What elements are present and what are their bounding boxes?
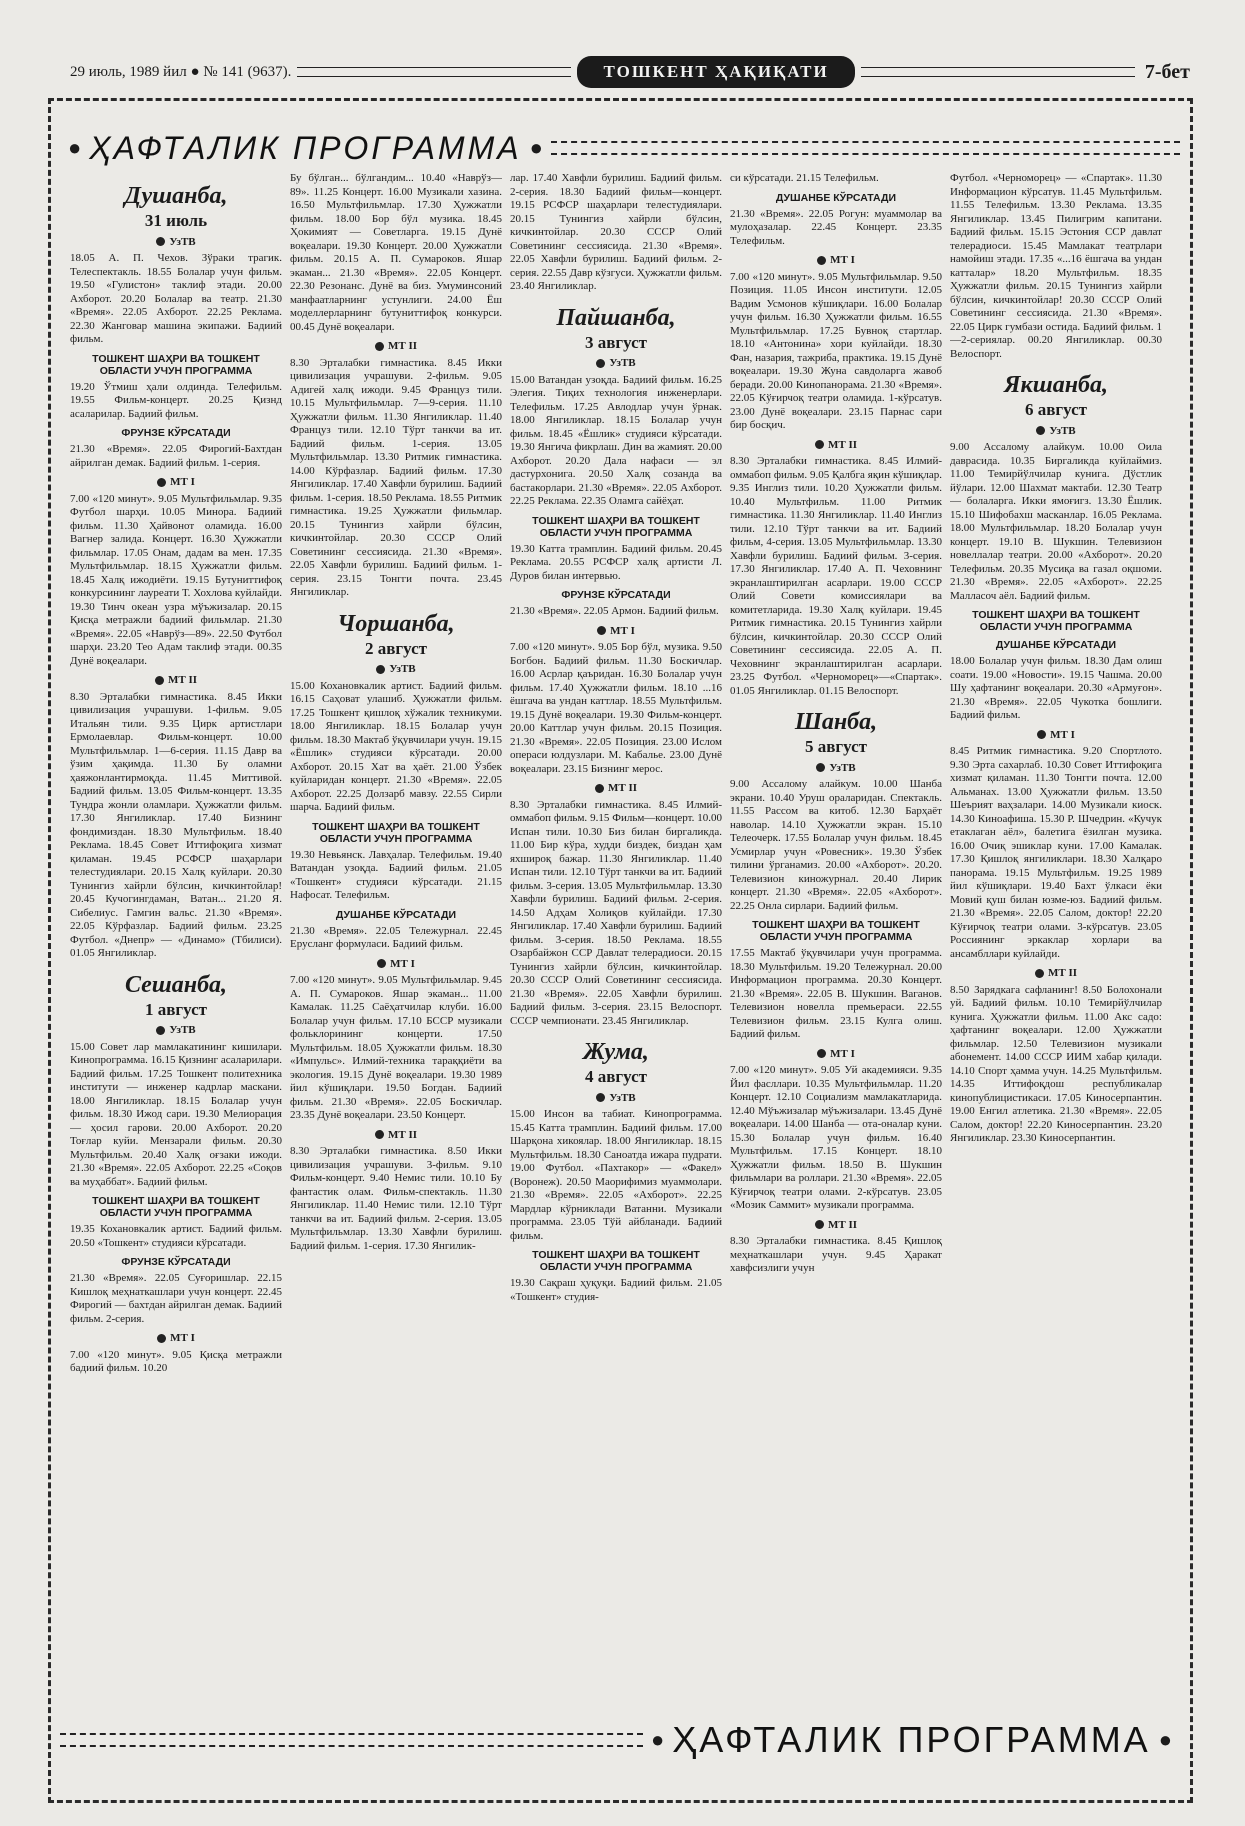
- tv-icon: [157, 1334, 166, 1343]
- schedule-text: 8.30 Эрталабки гимнастика. 8.45 Илмий-оммабоп фильм. 9.05 Қалбга яқин кўшиқлар. 9.35 Инглиз тили. 10.20 Ҳужжатли фильм. 10.40 Мультфильм. 11.00 Ритмик гимнастика. 11.30 Янгиликлар. 11.40 Инглиз тили. 12.10 Тўрт танкчи ва ит. Бадиий фильм, 4-серия. 13.05 Мультфильмлар. 13.30 Хавфли бурилиш. Бадиий фильм. 3-серия. 17.30 Янгиликлар. 17.40 А. П. Чеховнинг экранлаштирилган асарлари. 19.00 СССР Олий Совети комиссиялари ва комитетларида. 19.30 Халқ куйлари. 19.45 Ритмик гимнастика. 20.15 Тунингиз хайрли бўлсин, кичкинтойлар. 20.30 СССР Олий Советининг сессиясида. 22.05 А. П. Чеховнинг экранлаштирилган асарлари. 23.25 Футбол. «Черноморец»—«Спартак». 01.05 Янгиликлар. 01.15 Велоспорт.: [730, 455, 942, 697]
- masthead: [70, 52, 1190, 92]
- schedule-text: 7.00 «120 минут». 9.05 Мультфильмлар. 9.35 Футбол шарҳи. 10.05 Минора. Бадиий фильм. 11.30 Ҳайвонот оламида. 16.00 Вагнер залида. Концерт. 16.30 Ҳужжатли фильмлар. 17.05 Онам, дадам ва мен. 17.35 Мультфильмлар. 18.15 Ҳужжатли фильм. 18.45 Халқ ижодиёти. 19.15 Бутуниттифоқ конкурсининг лауреати Т. Хохлова куйлайди. 19.30 Тинч океан узра мўъжизалар. 20.15 Қисқа метражли бадиий фильмлар. 21.30 «Время». 22.05 «Наврўз—89». 22.50 Футбол шарҳи. 23.20 Тео Адам таклиф этади. 00.35 Дунё воқеалари.: [70, 492, 282, 667]
- tv-icon: [817, 1049, 826, 1058]
- channel-label: МТ II: [730, 439, 942, 453]
- masthead-rule-left: [297, 67, 571, 77]
- section-heading: ТОШКЕНТ ШАҲРИ ВА ТОШКЕНТ ОБЛАСТИ УЧУН ПРОГРАММА: [532, 514, 700, 539]
- column-1: [70, 172, 282, 1717]
- schedule-text: 21.30 «Время». 22.05 Суғоришлар. 22.15 Кишлоқ меҳнаткашлари учун концерт. 22.45 Фирогий — бахтдан айрилган демак. Бадиий фильм. 2-серия.: [70, 1272, 282, 1325]
- tv-icon: [1037, 730, 1046, 739]
- channel-label: МТ I: [70, 1332, 282, 1346]
- section-heading: ТОШКЕНТ ШАҲРИ ВА ТОШКЕНТ ОБЛАСТИ УЧУН ПРОГРАММА: [972, 609, 1140, 633]
- schedule-text: 18.00 Болалар учун фильм. 18.30 Дам олиш соати. 19.00 «Новости». 19.15 Чашма. 20.00 Шу ҳафтанинг воқеалари. 20.30 «Армуғон». 21.30 «Время». 22.05 Чукотка бошлиги. Бадиий фильм.: [950, 655, 1162, 721]
- schedule-text: 8.30 Эрталабки гимнастика. 8.45 Илмий-оммабоп фильм. 9.15 Фильм—концерт. 10.00 Испан тили. 10.30 Биз билан биргаликда. 11.00 Бир кўра, худди биздек, биздан ҳам яхшироқ бажар. 11.30 Янгиликлар. 11.40 Испан тили. 12.10 Тўрт танкчи ва ит. Бадиий фильм. 3-серия. 13.05 Мультфильмлар. 13.30 Хавфли бурилиш. Бадиий фильм. 2-серия. 14.50 Адҳам Холиқов куйлайди. 17.30 Янгиликлар. 17.40 Хавфли бурилиш. Бадиий фильм. 3-серия. 18.50 Реклама. 18.55 Озарбайжон ССР Давлат телерадиоси. 20.15 Тунингиз хайрли бўлсин, кичкинтойлар. 20.30 СССР Олий Советининг сессиясида. 21.30 «Время». 22.05 Хавфли бурилиш. Бадиий фильм. 3-серия. 23.15 Велоспорт. СССР чемпионати. 23.45 Янгиликлар.: [510, 798, 722, 1027]
- day-heading: Жума,: [583, 1039, 649, 1065]
- tv-icon: [156, 1026, 165, 1035]
- date-heading: 31 июль: [144, 211, 208, 230]
- tv-icon: [1035, 969, 1044, 978]
- tv-icon: [375, 1130, 384, 1139]
- schedule-text: 8.30 Эрталабки гимнастика. 8.50 Икки цивилизация учрашуви. 3-фильм. 9.10 Фильм-концерт. 9.40 Немис тили. 10.10 Бу фантастик олам. Фильм-спектакль. 11.30 Янгиликлар. 11.40 Немис тили. 12.10 Тўрт танкчи ва ит. Бадиий фильм. 2-серия. 13.05 Мультфильмлар. 13.30 Хавфли бурилиш. Бадиий фильм. 1-серия. 17.30 Янгилик-: [290, 1145, 502, 1252]
- tv-icon: [155, 676, 164, 685]
- channel-label: МТ II: [70, 674, 282, 688]
- schedule-text: 19.30 Катта трамплин. Бадиий фильм. 20.45 Реклама. 20.55 РСФСР халқ артисти Л. Дуров билан интервью.: [510, 542, 722, 582]
- tv-icon: [817, 256, 826, 265]
- schedule-text: лар. 17.40 Хавфли бурилиш. Бадиий фильм. 2-серия. 18.30 Бадиий фильм—концерт. 19.15 РСФСР шаҳарлари телестудиялари. 20.15 Тунингиз хайрли бўлсин, кичкинтойлар. 20.30 СССР Олий Советининг сессиясида. 21.30 «Время». 22.05 Хавфли бурилиш. Бадиий фильм. 2-серия. 22.55 Давр кўзгуси. Ҳужжатли фильм. 23.40 Янгиликлар.: [510, 172, 722, 292]
- schedule-text: 7.00 «120 минут». 9.05 Бор бўл, музика. 9.50 Богбон. Бадиий фильм. 11.30 Боскичлар. 16.00 Асрлар қаъридан. 16.30 Болалар учун фильм. 17.40 Ҳужжатли фильм. 18.10 ...16 ёшгача ва ундан каттлар. 18.55 Мультфильм. 19.15 Дунё воқеалари. 19.30 Фильм-концерт. 20.00 Каттлар учун фильм. 20.15 Позиция. 21.30 «Время». 22.05 Позиция. 23.00 Ислом операси юлдузлари. М. Кабалье. 23.00 Дунё воқеалари. 23.15 Бизнинг мерос.: [510, 641, 722, 775]
- issue-date-number: 29 июль, 1989 йил ● № 141 (9637).: [70, 63, 292, 80]
- date-heading: 3 август: [584, 332, 648, 352]
- banner-dashes: [551, 141, 1180, 155]
- schedule-text: 19.30 Невьянск. Лавҳалар. Телефильм. 19.40 Ватандан узоқда. Бадиий фильм. 21.05 «Тошкент» студияси кўрсатади. 21.15 Нафосат. Телефильм.: [290, 848, 502, 901]
- top-banner-title: ҲАФТАЛИК ПРОГРАММА: [89, 129, 522, 166]
- tv-icon: [375, 342, 384, 351]
- schedule-text: 9.00 Ассалому алайкум. 10.00 Оила даврасида. 10.35 Биргаликда куйлаймиз. 11.00 Темирйўлчилар кунига. Дўстлик йўлари. 12.00 Шахмат мактаби. 12.30 Театр — болаларга. Икки ямоғигз. 13.30 Ёшлик. 15.10 Шифобахш масканлар. 16.05 Реклама. 18.00 Мультфильмлар. 18.20 Болалар учун концерт. 19.10 В. Шукшин. Телевизион новеллалар театри. 20.00 «Ахборот». 20.20 Телефильм. 20.35 Мусиқа ва газал оқшоми. 21.30 «Время». 22.05 «Ахборот». 22.25 Малласоч аёл. Бадиий фильм.: [950, 441, 1162, 602]
- section-heading: ТОШКЕНТ ШАҲРИ ВА ТОШКЕНТ ОБЛАСТИ УЧУН ПРОГРАММА: [752, 919, 920, 943]
- day-heading: Пайшанба,: [556, 304, 676, 331]
- bullet-icon: ●: [1158, 1727, 1172, 1752]
- channel-label: УзТВ: [510, 1092, 722, 1106]
- schedule-text: 15.00 Совет лар мамлакатининг кишилари. Кинопрограмма. 16.15 Қизнинг асаларилари. Бадиий фильм. 17.25 Тошкент политехника институти — инженер кадрлар маскани. 18.00 Янгиликлар. 18.15 Болалар учун фильм. 18.30 Ижод сари. 19.30 Мелиорация — ҳосил гарови. 20.00 Ахборот. 20.20 Тоғлар куйи. Мензарали фильм. 20.30 Мультфильм. 20.40 Халқ оғзаки ижоди. 21.30 «Время». 22.05 Ахборот. 22.25 «Соқов ва муҳаббат». Бадиий фильм.: [70, 1040, 282, 1188]
- channel-label: УзТВ: [950, 425, 1162, 439]
- channel-label: УзТВ: [730, 762, 942, 776]
- day-heading: Душанба,: [124, 183, 228, 209]
- tv-icon: [596, 359, 605, 368]
- channel-label: УзТВ: [510, 357, 722, 371]
- channel-label: МТ I: [730, 254, 942, 268]
- schedule-text: 7.00 «120 минут». 9.05 Мультфильмлар. 9.45 А. П. Сумароков. Яшар экаман... 11.00 Камалак. 11.25 Саёҳатчилар клуби. 16.00 Болалар учун фильм. 17.10 БССР музикали фольклорининг концерти. 17.50 Мультфильм. 18.05 Ҳужжатли фильм. 18.30 «Импульс». Илмий-техника тараққиёти ва экология. 19.15 Дунё воқеалари. 19.30 1989 йил кўшиқлари. 19.50 Богдан. Бадиий фильм. 21.30 «Время». 22.05 Боскичлар. 23.35 Дунё воқеалари. 23.50 Концерт.: [290, 974, 502, 1121]
- schedule-text: 7.00 «120 минут». 9.05 Қисқа метражли бадиий фильм. 10.20: [70, 1348, 282, 1374]
- column-2: [290, 172, 502, 1717]
- date-heading: 2 август: [364, 638, 428, 658]
- schedule-text: 21.30 «Время». 22.05 Армон. Бадиий фильм.: [510, 605, 719, 617]
- tv-icon: [377, 959, 386, 968]
- tv-icon: [1036, 426, 1045, 435]
- day-heading: Якшанба,: [1004, 372, 1108, 398]
- bottom-banner-title: ҲАФТАЛИК ПРОГРАММА: [672, 1719, 1151, 1760]
- date-heading: 5 август: [804, 737, 868, 756]
- schedule-text: 19.30 Сақраш ҳуқуқи. Бадиий фильм. 21.05 «Тошкент» студия-: [510, 1277, 722, 1303]
- section-heading: ФРУНЗЕ КЎРСАТАДИ: [121, 1256, 231, 1268]
- schedule-text: 8.30 Эрталабки гимнастика. 8.45 Қишлоқ меҳнаткашлари учун. 9.45 Ҳаракат хавфсизлиги учун: [730, 1235, 942, 1274]
- schedule-text: 21.30 «Время». 22.05 Фирогий-Бахтдан айрилган демак. Бадиий фильм. 1-серия.: [70, 443, 282, 469]
- tv-icon: [596, 1093, 605, 1102]
- section-heading: ТОШКЕНТ ШАҲРИ ВА ТОШКЕНТ ОБЛАСТИ УЧУН ПРОГРАММА: [92, 352, 260, 377]
- tv-icon: [815, 440, 824, 449]
- section-heading: ДУШАНБЕ КЎРСАТАДИ: [335, 908, 457, 921]
- date-heading: 4 август: [584, 1067, 648, 1086]
- day-heading: Шанба,: [794, 709, 878, 735]
- masthead-rule-right: [861, 67, 1135, 77]
- section-heading: ТОШКЕНТ ШАҲРИ ВА ТОШКЕНТ ОБЛАСТИ УЧУН ПРОГРАММА: [92, 1195, 260, 1219]
- top-banner: [60, 128, 1180, 168]
- bullet-icon: ●: [68, 135, 82, 160]
- bullet-icon: ●: [650, 1727, 665, 1752]
- schedule-text: 15.00 Ватандан узоқда. Бадиий фильм. 16.25 Элегия. Тиқих технология инженерлари. Телефильм. 17.25 Авлодлар учун ўрнак. 18.00 Янгиликлар. 18.15 Болалар учун фильм. 18.45 «Ёшлик» студияси кўрсатади. 19.30 Янгича фикрлаш. Дин ва жамият. 20.00 Ахборот. 20.20 Дала нафаси — эл дастурхонига. 20.50 Халқ созанда ва бастакорлари. 21.30 «Время». 22.05 Ахборот. 22.25 Реклама. 22.35 Оламга сайёҳат.: [510, 373, 722, 507]
- channel-label: УзТВ: [70, 236, 282, 250]
- tv-icon: [597, 626, 606, 635]
- schedule-text: 21.30 «Время». 22.05 Тележурнал. 22.45 Ерусланг формуласи. Бадиий фильм.: [290, 924, 502, 950]
- schedule-text: си кўрсатади. 21.15 Телефильм.: [730, 172, 879, 184]
- channel-label: УзТВ: [290, 663, 502, 677]
- schedule-text: 8.50 Зарядкага сафланинг! 8.50 Болохонали уй. Бадиий фильм. 10.10 Темирйўлчилар кунига. Ҳужжатли фильм. 11.00 Акс садо: ҳафтанинг воқеалари. 12.00 Ҳужжатли фильмлар. 12.50 Телевизион музикали абонемент. 14.00 СССР ИИМ хабар қилади. 14.10 Спорт ҳамма учун. 14.25 Мультфильм. 14.35 Иттифоқдош республикалар кинопублицистикаси. 17.05 Киносерпантин. 19.00 Енгил атлетика. 21.30 «Время». 22.05 Салом, доктор! 22.20 Киносерпантин. 23.20 Янгиликлар. 23.30 Киносерпантин.: [950, 983, 1162, 1144]
- channel-label: МТ II: [290, 1129, 502, 1143]
- newspaper-title: ТОШКЕНТ ҲАҚИҚАТИ: [577, 56, 854, 88]
- channel-label: МТ I: [510, 625, 722, 639]
- schedule-text: 15.00 Кохановкалик артист. Бадиий фильм. 16.15 Саҳоват улашиб. Ҳужжатли фильм. 17.25 Тошкент қишлоқ хўжалик техникуми. 18.00 Янгиликлар. 18.15 Болалар учун фильм. 18.30 Мактаб ўқувчилари учун. 19.15 «Ёшлик» студияси кўрсатади. 20.00 Ахборот. 20.15 Хат ва ҳаёт. 21.00 Ўзбек куйларидан концерт. 21.30 «Время». 22.05 Ахборот. 22.25 Долзарб мавзу. 22.55 Сирли шарча. Бадиий фильм.: [290, 679, 502, 813]
- channel-label: МТ I: [730, 1048, 942, 1062]
- schedule-text: 9.00 Ассалому алайкум. 10.00 Шанба экрани. 10.40 Уруш ораларидан. Спектакль. 11.55 Рассом ва китоб. 12.30 Барҳаёт наволар. 14.10 Ҳужжатли экран. 15.10 Телеочерк. 17.55 Болалар учун фильм. 18.45 Усмирлар учун «Ровесник». 19.30 Ўзбек тилини ўрганамиз. 20.00 «Ахборот». 20.20. Телевизион киножурнал. 20.40 Лирик концерт. 21.30 «Время». 22.05 «Ахборот». 22.25 Онла сирлари. Бадиий фильм.: [730, 778, 942, 912]
- channel-label: МТ II: [730, 1219, 942, 1233]
- schedule-text: 18.05 А. П. Чехов. Зўраки трагик. Телеспектакль. 18.55 Болалар учун фильм. 19.50 «Гулистон» таклиф этади. 20.00 Ахборот. 20.20 Болалар ва театр. 21.30 «Время». 22.05 Ахборот. 22.25 Реклама. 22.30 Жанговар машина экипажи. Бадиий фильм.: [70, 252, 282, 345]
- page-number: 7-бет: [1144, 60, 1190, 83]
- section-heading: ДУШАНБЕ КЎРСАТАДИ: [775, 191, 897, 204]
- tv-icon: [816, 763, 825, 772]
- tv-icon: [156, 237, 165, 246]
- channel-label: МТ II: [510, 782, 722, 796]
- day-heading: Чоршанба,: [337, 610, 455, 637]
- tv-icon: [376, 665, 385, 674]
- section-heading: ДУШАНБЕ КЎРСАТАДИ: [995, 639, 1117, 651]
- bottom-banner: [60, 1718, 1180, 1762]
- schedule-text: 19.20 Ўтмиш ҳали олдинда. Телефильм. 19.55 Фильм-концерт. 20.25 Қизнд асаларилар. Бадиий фильм.: [70, 380, 282, 420]
- channel-label: МТ I: [70, 476, 282, 490]
- column-5: [950, 172, 1162, 1717]
- channel-label: МТ I: [290, 958, 502, 972]
- day-heading: Сешанба,: [124, 971, 228, 998]
- schedule-text: 7.00 «120 минут». 9.05 Мультфильмлар. 9.50 Позиция. 11.05 Инсон институти. 12.05 Вадим Усмонов кўшиқлари. 16.00 Болалар учун фильм. 16.30 Ҳужжатли фильм. 16.55 Мультфильмлар. 17.25 Бувноқ стартлар. 18.10 «Антонина» хори куйлайди. 18.30 Фан, назария, тажриба, практика. 19.15 Дунё воқеалари. 19.30 Жуна савдоларга жавоб беради. 20.00 Кинопанорама. 21.30 «Время». 22.05 Кўғирчоқ театри оламида. 1-кўрсатув. 23.00 Дунё воқеалари. 23.15 Парнас сари бир босқич.: [730, 270, 942, 431]
- section-heading: ТОШКЕНТ ШАҲРИ ВА ТОШКЕНТ ОБЛАСТИ УЧУН ПРОГРАММА: [312, 820, 480, 845]
- channel-label: МТ II: [950, 967, 1162, 981]
- schedule-text: 7.00 «120 минут». 9.05 Уй академияси. 9.35 Йил фасллари. 10.35 Мультфильмлар. 11.20 Концерт. 12.10 Социализм мамлакатларида. 12.40 Мўъжизалар мўъжизалари. 13.45 Дунё воқеалари. 14.00 Шанба — ота-оналар куни. 15.30 Болалар учун фильм. 16.40 Мультфильм. 17.15 Концерт. 18.10 Ҳужжатли фильм. 18.50 В. Шукшин фильмлари ва роллари. 21.30 «Время». 22.05 Кўғирчоқ театри олами. 2-кўрсатув. 23.05 «Мозик Саммит» музикали программа.: [730, 1064, 942, 1211]
- banner-dashes: [60, 1733, 643, 1747]
- schedule-text: 17.55 Мактаб ўқувчилари учун программа. 18.30 Мультфильм. 19.20 Тележурнал. 20.00 Информацион программа. 20.30 Концерт. 21.30 «Время». 22.05 В. Шукшин. Ваганов. Телевизион новелла премьераси. 22.55 Телевизион фильм. 23.15 Кулга олиш. Бадиий фильм.: [730, 947, 942, 1040]
- schedule-text: 8.30 Эрталабки гимнастика. 8.45 Икки цивилизация учрашуви. 1-фильм. 9.05 Итальян тили. 9.35 Цирк артистлари Ермолаевлар. Фильм-концерт. 10.00 Мультфильмлар. 1—6-серия. 11.15 Давр ва ўзим ҳақимда. 11.30 Бу оламни ҳаяжонлантирмоқда. 11.45 Миттивой. Бадиий фильм. 13.05 Фильм-концерт. 13.35 Тундра жонли оламлари. Ҳужжатли фильм. 17.30 Янгиликлар. 17.40 Бизнинг фондимиздан. 18.30 Мультфильм. 18.40 Реклама. 18.45 Совет Иттифоқига хизмат қиламан. 19.45 РСФСР шаҳарлари телестудиялари. 20.15 Халқ куйлари. 20.30 Тунингиз хайрли бўлсин, кичкинтойлар! 20.45 Кучогингдаман, Ватан... 21.20 Я. Сибелиус. Гамгин вальс. 21.30 «Время». 22.05 Кўрфазлар. Бадиий фильм. 23.25 Футбол. «Днепр» — «Динамо» (Тбилиси). 01.05 Янгиликлар.: [70, 690, 282, 959]
- section-heading: ФРУНЗЕ КЎРСАТАДИ: [121, 427, 231, 439]
- schedule-text: 8.30 Эрталабки гимнастика. 8.45 Икки цивилизация учрашуви. 2-фильм. 9.05 Адигей халқ ижоди. 9.45 Француз тили. 10.15 Мультфильмлар. 7—9-серия. 11.10 Ҳужжатли фильм. 11.30 Янгиликлар. 11.40 Француз тили. 12.10 Тўрт танкчи ва ит. Бадиий фильм. 1-серия. 13.05 Мультфильмлар. 13.30 Ритмик гимнастика. 14.00 Кўрфазлар. Бадиий фильм. 17.30 Янгиликлар. 17.40 Хавфли бурилиш. Бадиий фильм. 1-серия. 18.50 Реклама. 18.55 Ритмик гимнастика. 19.25 Ҳужжатли фильмлар. 20.15 Тунингиз хайрли бўлсин, кичкинтойлар. 20.30 СССР Олий Советининг сессиясида. 21.30 «Время». 22.05 Хавфли бурилиш. Бадиий фильм. 1-серия. 23.15 Тонгги почта. 23.45 Янгиликлар.: [290, 356, 502, 598]
- section-heading: ТОШКЕНТ ШАҲРИ ВА ТОШКЕНТ ОБЛАСТИ УЧУН ПРОГРАММА: [532, 1249, 700, 1273]
- column-3: [510, 172, 722, 1717]
- bullet-icon: ●: [529, 135, 543, 160]
- tv-icon: [815, 1220, 824, 1229]
- schedule-text: 21.30 «Время». 22.05 Рогун: муаммолар ва мулоҳазалар. 22.45 Концерт. 23.35 Телефильм.: [730, 207, 942, 247]
- schedule-text: 15.00 Инсон ва табиат. Кинопрограмма. 15.45 Катта трамплин. Бадиий фильм. 17.00 Шарқона хикоялар. 18.00 Янгиликлар. 18.15 Мультфильм. 18.30 Саноатда ижара пудрати. 19.00 Футбол. «Пахтакор» — «Факел» (Воронеж). 20.50 Маорифимиз муаммолари. 21.30 «Время». 22.05 «Ахборот». 22.25 Мардлар кўрниклади Ватанни. Музикали программа. 23.05 Тўй айбланади. Бадиий фильм.: [510, 1108, 722, 1242]
- tv-icon: [157, 478, 166, 487]
- date-heading: 6 август: [1024, 400, 1088, 419]
- channel-label: МТ I: [950, 729, 1162, 743]
- column-4: [730, 172, 942, 1717]
- schedule-text: Бу бўлган... бўлгандим... 10.40 «Наврўз—89». 11.25 Концерт. 16.00 Музикали хазина. 16.50 Мультфильмлар. 17.30 Ҳужжатли фильм. 18.00 Бор бўл музика. 18.45 Ҳокимият — Советларга. 19.15 Дунё воқеалари. 19.30 Концерт. 20.00 Ҳужжатли фильм. 20.15 А. П. Сумароков. Яшар экаман... 21.30 «Время». 22.05 Концерт. 22.30 Резонанс. Дунё ва биз. Умуминсоний манфаатларнинг устунлиги. 24.00 Ёш моделлерларнинг бутуниттифоқ конкурси. 00.45 Дунё воқеалари.: [290, 172, 502, 333]
- program-columns: [70, 172, 1170, 1717]
- schedule-text: Футбол. «Черноморец» — «Спартак». 11.30 Информацион кўрсатув. 11.45 Мультфильм. 11.55 Телефильм. 13.30 Реклама. 13.35 Янгиликлар. 13.45 Пилигрим капитани. Бадиий фильм. 15.15 Эстония ССР давлат телерадиоси. 15.45 Мамлакат театрлари намойиш этади. 17.35 «...16 ёшгача ва ундан катталар» 18.20 Мультфильм. 18.35 Ҳужжатли фильм. 20.15 Тунингиз хайрли бўлсин, кичкинтойлар! 20.30 СССР Олий Советининг сессиясида. 21.30 «Время». 22.05 Цирк гумбази остида. Бадиий фильм. 1—2-сериялар. 00.20 Янгиликлар. 00.30 Велоспорт.: [950, 172, 1162, 360]
- tv-icon: [595, 784, 604, 793]
- date-heading: 1 август: [144, 999, 208, 1019]
- section-heading: ФРУНЗЕ КЎРСАТАДИ: [561, 589, 671, 601]
- channel-label: УзТВ: [70, 1024, 282, 1038]
- channel-label: МТ II: [290, 340, 502, 354]
- schedule-text: 8.45 Ритмик гимнастика. 9.20 Спортлото. 9.30 Эрта сахарлаб. 10.30 Совет Иттифоқига хизмат қиламан. 11.30 Тонгги почта. 12.00 Альманах. 13.00 Ҳужжатли фильм. 13.50 Шеърият ваҳзалари. 14.00 Музикали киоск. 14.30 Киноафиша. 15.30 Р. Шчедрин. «Кучук етаклаган аёл», балетига ёзилган музика. 16.00 Очиқ эшиклар куни. 17.00 Камалак. 17.30 Қишлоқ янгиликлари. 18.30 Халқаро панорама. 19.15 Мультфильм. 19.25 1989 йил кўшиқлари. 19.40 Бахт ўлкаси ёки Мовий қуш билан юзме-юз. Бадиий фильм. 21.30 «Время». 22.05 Салом, доктор! 22.20 Кўғирчоқ театри олами. 3-кўрсатув. 23.05 Россиянинг эркаклар хорлари ва ансамбллари куйлайди.: [950, 745, 1162, 960]
- schedule-text: 19.35 Кохановкалик артист. Бадиий фильм. 20.50 «Тошкент» студияси кўрсатади.: [70, 1223, 282, 1249]
